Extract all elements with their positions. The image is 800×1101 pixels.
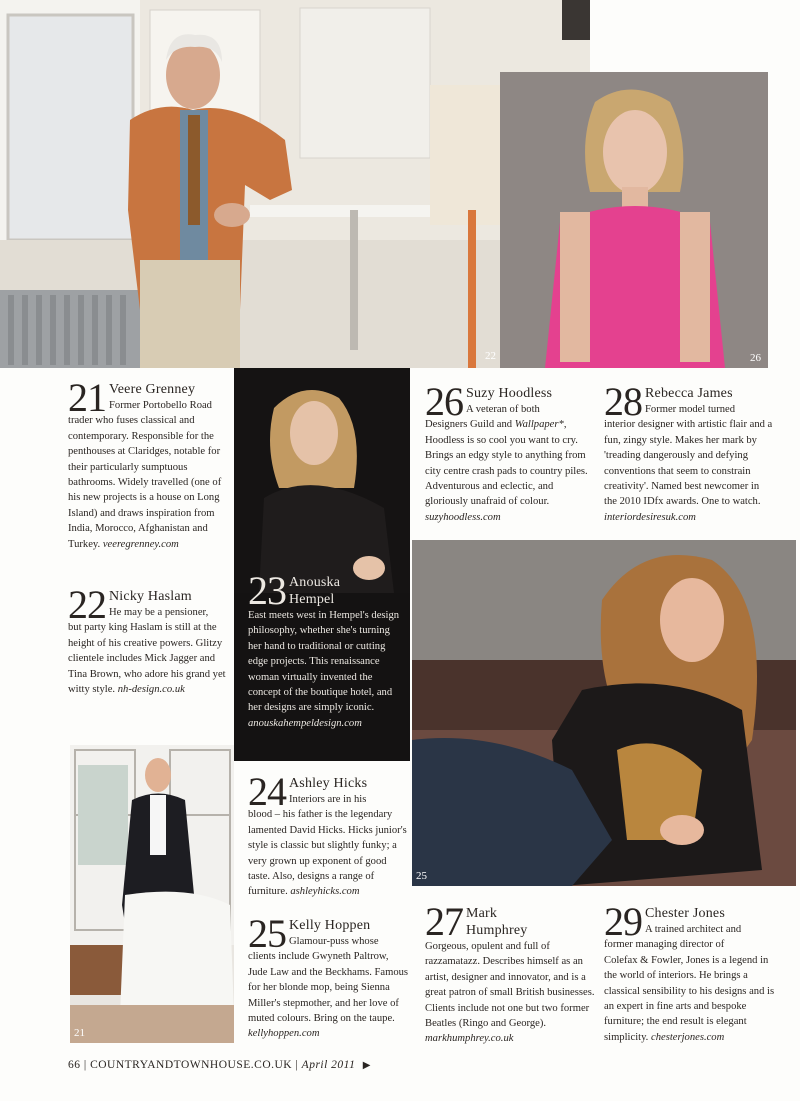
white-margin-top [590,0,800,72]
entry-25-body: Jude Law and the Beckhams. Famous for her blonde mop, being Sienna Miller's stepmother, and her love of muted colours. Bring on the taupe. [248,966,409,1025]
entry-22 [68,582,228,697]
entry-29-number: 29 [604,899,642,944]
photo-veere-grenney [70,745,234,1043]
entry-22-number: 22 [68,582,106,627]
entry-26 [425,379,595,525]
entry-24-url[interactable]: ashleyhicks.com [290,886,360,898]
entry-29 [604,899,776,1045]
entry-28-url[interactable]: interiordesiresuk.com [604,511,696,523]
entry-25 [248,911,410,1042]
entry-26-body: Hoodless is so cool you want to cry. Brings an edgy style to anything from city centre crash pads to country piles. Adventurous and eclectic, and gloriously unafraid of colour. [425,434,588,508]
entry-26-lead2-em: Wallpaper* [514,419,564,431]
entry-27-number: 27 [425,899,463,944]
entry-23-number: 23 [248,568,286,613]
entry-27-name-line1: Mark [466,906,498,921]
entry-25-lead2: clients include Gwyneth Paltrow, [248,951,389,963]
photo-kelly-hoppen [412,540,796,886]
entry-21-url[interactable]: veeregrenney.com [102,538,179,550]
entry-28 [604,379,774,525]
entry-26-url[interactable]: suzyhoodless.com [425,511,501,523]
footer-site[interactable]: COUNTRYANDTOWNHOUSE.CO.UK [90,1059,293,1071]
entry-26-number: 26 [425,379,463,424]
entry-25-number: 25 [248,911,286,956]
entry-26-name: Suzy Hoodless [466,386,553,401]
entry-28-name: Rebecca James [645,386,733,401]
entry-21-lead: Former Portobello Road [109,400,212,411]
entry-27-name-line2: Humphrey [466,923,528,938]
entry-26-lead2-post: , [563,419,567,431]
entry-27 [425,899,597,1047]
entry-21-name: Veere Grenney [109,382,196,397]
photo-suzy-hoodless [500,72,768,368]
entry-21-number: 21 [68,375,106,420]
entry-24 [248,769,410,900]
photo-label-21: 21 [74,1027,85,1039]
entry-21 [68,375,228,552]
entry-24-lead2: blood – his father is the legendary [248,809,393,821]
entry-24-name: Ashley Hicks [289,776,368,791]
entry-29-url[interactable]: chesterjones.com [651,1031,725,1043]
entry-21-body: trader who fuses classical and contemporary. Responsible for the penthouses at Claridges, notable for their particularly sumptuous bathrooms. Widely travelled (one of his new projects is a house on Long Island) and draws inspiration from India, Morocco, Afghanistan and Turkey. [68,415,222,550]
entry-27-url[interactable]: markhumphrey.co.uk [425,1033,514,1045]
entry-22-body: but party king Haslam is still at the height of his creative powers. Glitzy clientele includes Mick Jagger and Tina Brown, who adore his grand yet witty style. [68,622,226,696]
footer-separator: | [295,1059,299,1071]
entry-22-lead: He may be a pensioner, [109,607,209,618]
entry-25-name: Kelly Hoppen [289,918,371,933]
next-page-arrow-icon[interactable]: ▶ [362,1060,371,1071]
photo-label-25: 25 [416,870,427,882]
entry-22-url[interactable]: nh-design.co.uk [117,684,185,696]
entry-28-lead1: Former model turned [645,404,736,415]
entry-23 [248,568,404,731]
photo-label-26: 26 [750,352,761,364]
entry-24-lead1: Interiors are in his [289,794,367,805]
entry-24-number: 24 [248,769,286,814]
entry-23-name-line2: Hempel [289,592,335,607]
entry-25-url[interactable]: kellyhoppen.com [248,1028,320,1040]
entry-22-name: Nicky Haslam [109,589,192,604]
page-number: 66 [68,1059,81,1071]
entry-26-lead1: A veteran of both [466,404,540,415]
photo-label-22: 22 [485,350,496,362]
entry-29-lead1: A trained architect and [645,924,742,935]
entry-26-lead2-pre: Designers Guild and [425,419,515,431]
entry-25-lead1: Glamour-puss whose [289,936,379,947]
entry-23-body: East meets west in Hempel's design philosophy, whether she's turning her hand to traditional or cutting edge projects. This renaissance woman virtually invented the concept of the boutique hotel, and her designs are simply iconic. [248,610,400,714]
entry-24-body: lamented David Hicks. Hicks junior's style is classic but slightly funky; a very grown up exponent of good taste. Also, designs a range of furniture. [248,824,407,898]
footer-separator: | [83,1059,87,1071]
entry-23-url[interactable]: anouskahempeldesign.com [248,717,362,729]
entry-27-body: Gorgeous, opulent and full of razzamatazz. Describes himself as an artist, designer and innovator, and is a great patron of small British businesses. Clients include not one but two former Beatles (Ringo and George). [425,941,595,1030]
entry-29-name: Chester Jones [645,906,725,921]
footer-date: April 2011 [301,1059,356,1071]
entry-23-name-line1: Anouska [289,575,341,590]
page-footer [68,1059,371,1071]
entry-29-lead2: former managing director of [604,939,725,951]
entry-28-number: 28 [604,379,642,424]
entry-29-body: Colefax & Fowler, Jones is a legend in the world of interiors. He brings a classical sensibility to his designs and is an expert in fine arts and bespoke furniture; the end result is elegant simplicity. [604,954,775,1043]
entry-28-body: interior designer with artistic flair and a fun, zingy style. Makes her mark by 'treading dangerously and defying conventions that seem to constrain creativity'. Named best newcomer in the 2010 IDfx awards. One to watch. [604,419,773,508]
